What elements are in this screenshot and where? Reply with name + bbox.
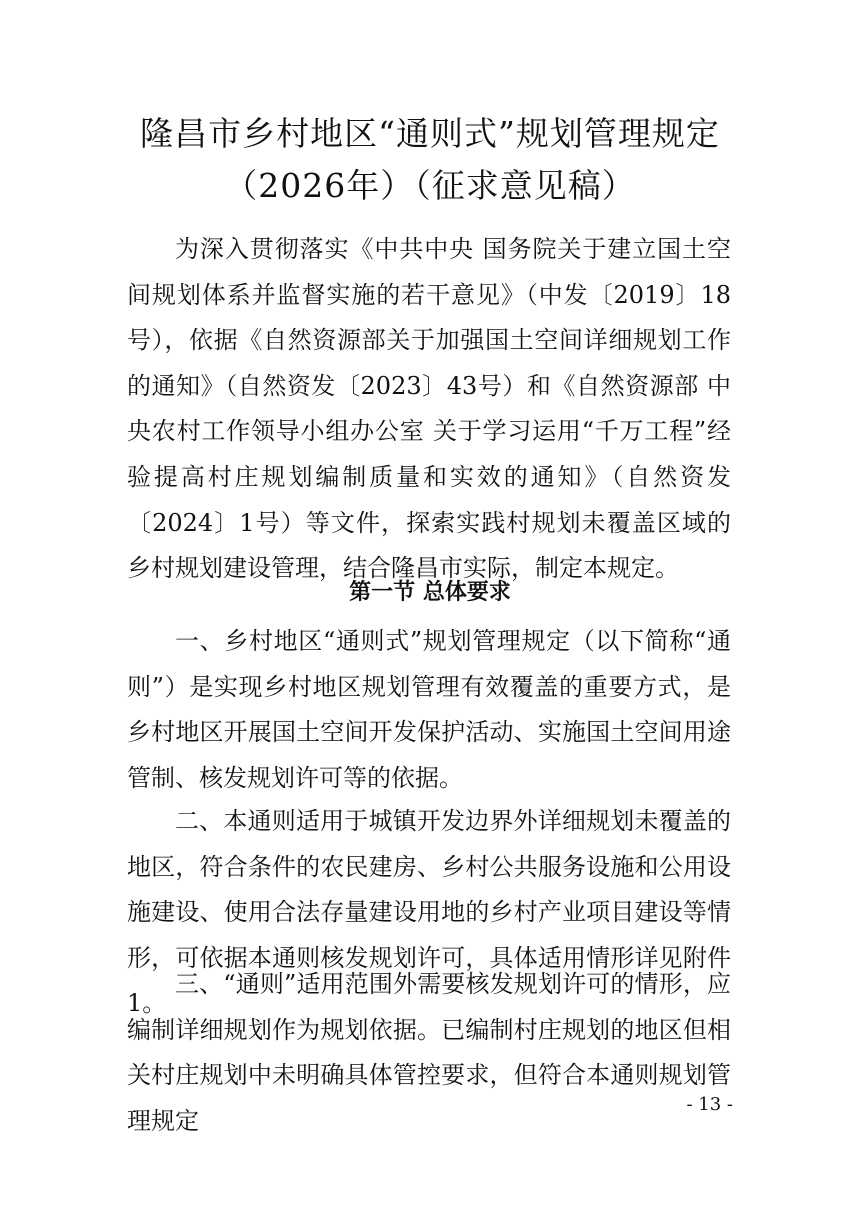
document-title: 隆昌市乡村地区“通则式”规划管理规定: [140, 114, 720, 153]
paragraph-1: 一、乡村地区“通则式”规划管理规定（以下简称“通则”）是实现乡村地区规划管理有效覆盖的重要方式，是乡村地区开展国土空间开发保护活动、实施国土空间用途管制、核发规划许可等的依据。: [127, 627, 731, 792]
paragraph-3: 三、“通则”适用范围外需要核发规划许可的情形，应编制详细规划作为规划依据。已编制村庄规划的地区但相关村庄规划中未明确具体管控要求，但符合本通则规划管理规定: [127, 970, 731, 1135]
section-heading: 第一节 总体要求: [349, 580, 511, 605]
paragraph-2: 二、本通则适用于城镇开发边界外详细规划未覆盖的地区，符合条件的农民建房、乡村公共服务设施和公用设施建设、使用合法存量建设用地的乡村产业项目建设等情形，可依据本通则核发规划许可，具体适用情形详见附件1。: [127, 807, 731, 1018]
document-subtitle: （2026年）（征求意见稿）: [224, 166, 636, 205]
page-number: - 13 -: [686, 1094, 733, 1115]
intro-paragraph: 为深入贯彻落实《中共中央 国务院关于建立国土空间规划体系并监督实施的若干意见》（中发〔2019〕18号），依据《自然资源部关于加强国土空间详细规划工作的通知》（自然资发〔2023〕43号）和《自然资源部 中央农村工作领导小组办公室 关于学习运用“千万工程”经验提高村庄规划编制质量和实效的通知》（自然资发〔2024〕1号）等文件，探索实践村规划未覆盖区域的乡村规划建设管理，结合隆昌市实际，制定本规定。: [127, 235, 731, 583]
